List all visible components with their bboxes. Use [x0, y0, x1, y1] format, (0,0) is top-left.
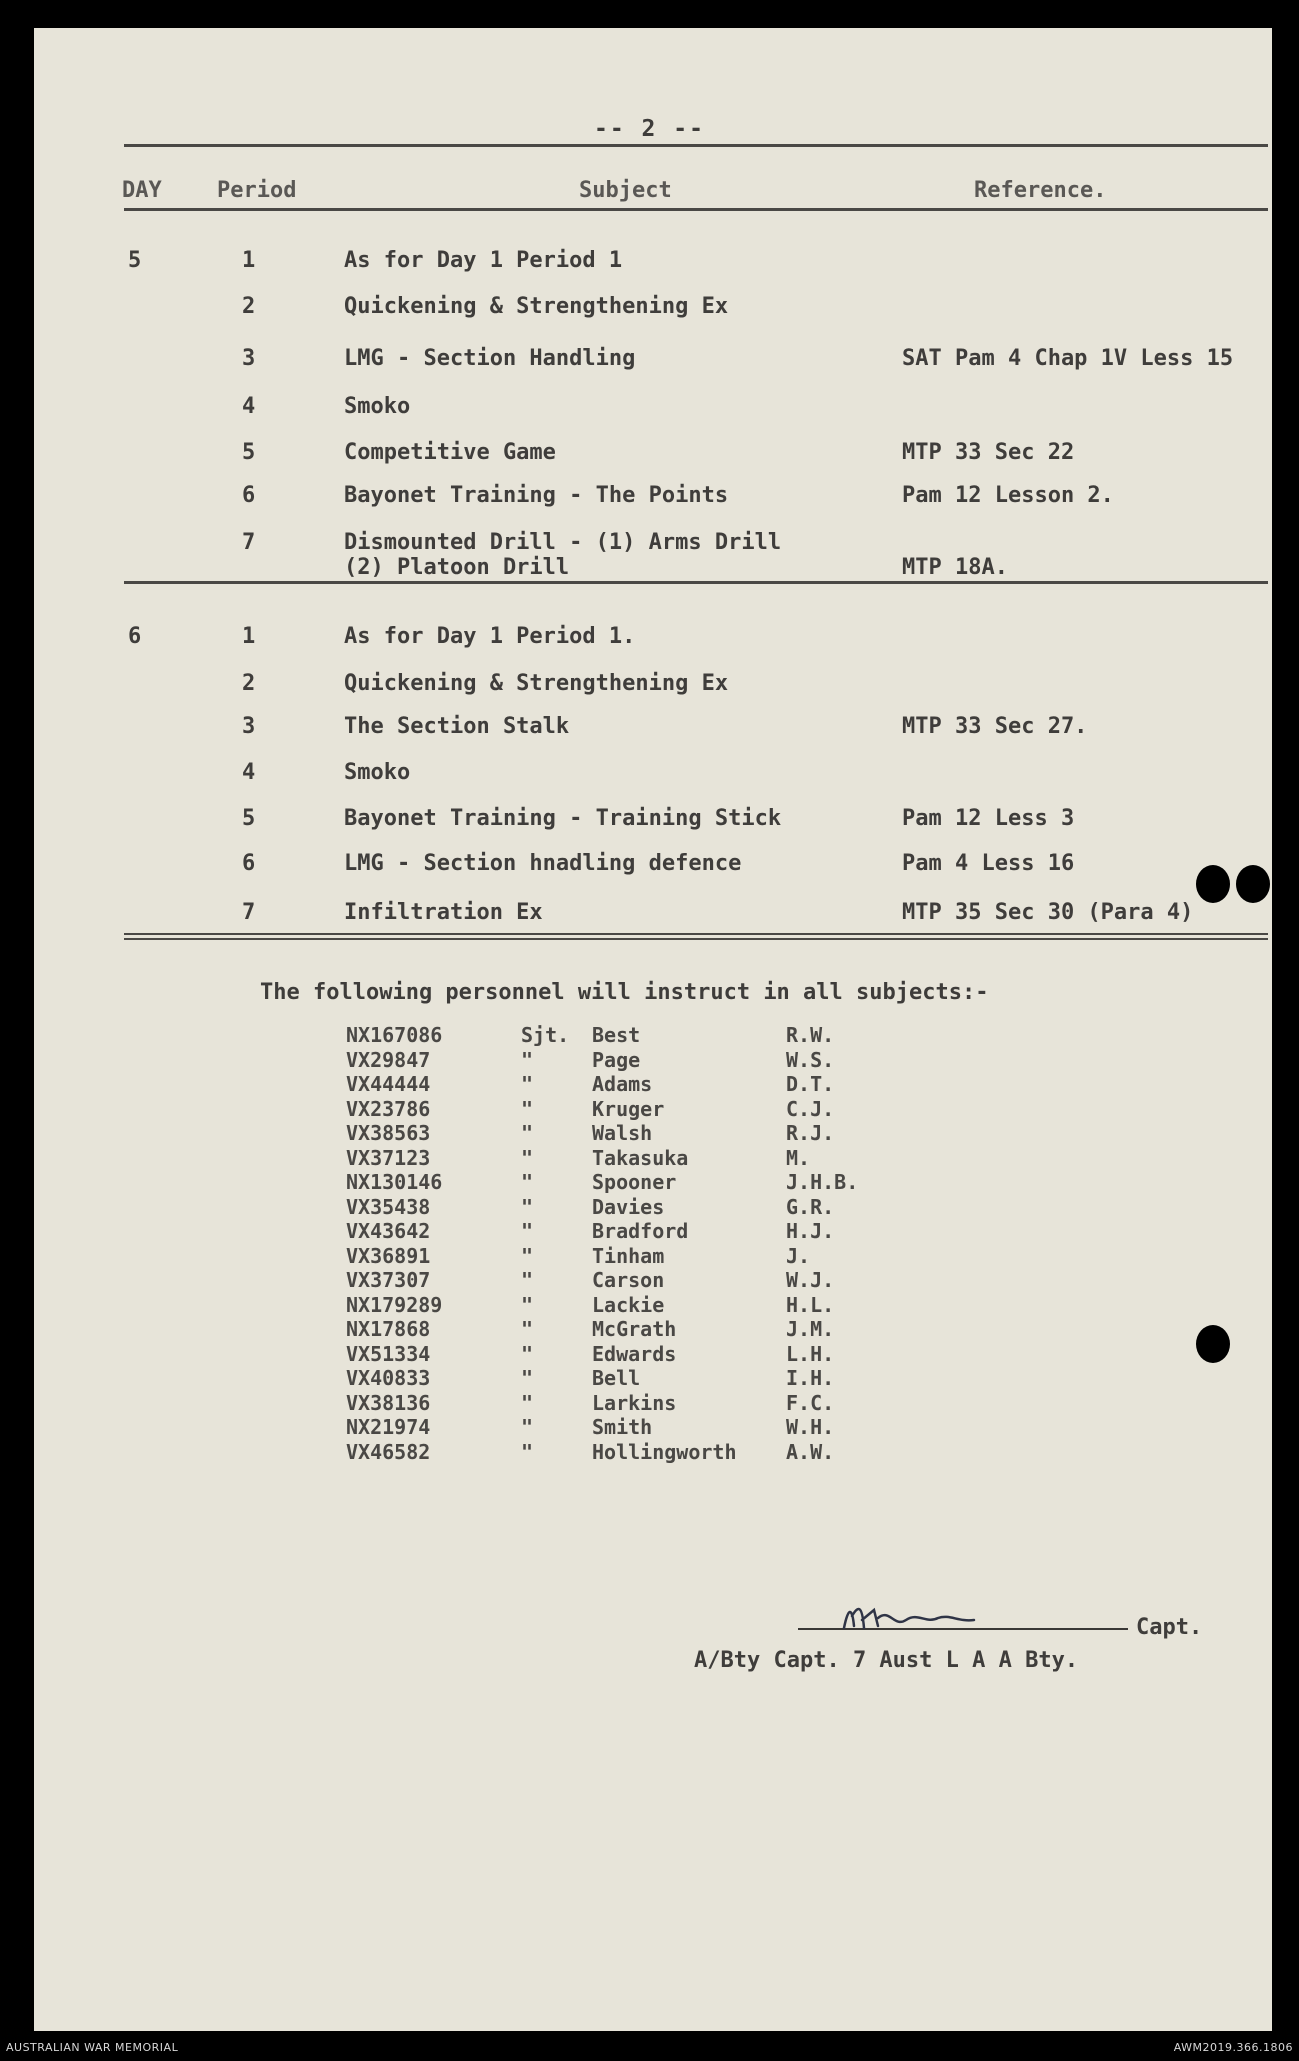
initials: I.H. — [786, 1366, 835, 1390]
rank: " — [521, 1415, 534, 1439]
surname: Lackie — [592, 1292, 665, 1317]
reference-text: MTP 18A. — [902, 555, 1008, 580]
reference-text: Pam 12 Lesson 2. — [902, 483, 1114, 508]
subject-text: Smoko — [344, 760, 411, 785]
subject-text: Bayonet Training - The Points — [344, 483, 729, 508]
surname: Adams — [592, 1072, 653, 1096]
subject-text: Competitive Game — [344, 440, 556, 465]
day-separator-rule — [124, 581, 1268, 584]
signature-position: A/Bty Capt. 7 Aust L A A Bty. — [694, 1648, 1079, 1673]
surname: Davies — [592, 1194, 665, 1219]
initials: G.R. — [786, 1194, 835, 1219]
surname: Walsh — [592, 1121, 653, 1145]
initials: J. — [786, 1243, 811, 1268]
service-number: VX44444 — [346, 1072, 431, 1096]
subject-text: Dismounted Drill - (1) Arms Drill — [344, 530, 782, 555]
service-number: NX17868 — [346, 1317, 431, 1341]
reference-text: MTP 35 Sec 30 (Para 4) — [902, 900, 1194, 925]
surname: Kruger — [592, 1096, 665, 1121]
subject-text: As for Day 1 Period 1 — [344, 248, 623, 273]
surname: Carson — [592, 1268, 665, 1292]
rank: " — [521, 1366, 534, 1390]
document-page — [34, 28, 1272, 2031]
service-number: NX167086 — [346, 1023, 443, 1047]
period-number: 3 — [242, 346, 256, 371]
rank: " — [521, 1219, 534, 1243]
period-number: 6 — [242, 483, 256, 508]
period-number: 2 — [242, 294, 256, 319]
period-number: 2 — [242, 671, 256, 696]
initials: J.H.B. — [786, 1170, 859, 1194]
instructors-intro: The following personnel will instruct in all subjects:- — [260, 980, 989, 1005]
archive-reference: AWM2019.366.1806 — [1173, 2041, 1293, 2054]
initials: R.W. — [786, 1023, 835, 1047]
archive-credit: AUSTRALIAN WAR MEMORIAL — [6, 2041, 179, 2054]
subject-text: LMG - Section hnadling defence — [344, 851, 742, 876]
rank: " — [521, 1439, 534, 1464]
surname: Edwards — [592, 1341, 677, 1366]
period-number: 1 — [242, 624, 256, 649]
punch-hole — [1236, 865, 1270, 903]
subject-text-continued: (2) Platoon Drill — [344, 555, 570, 580]
day-number: 6 — [128, 624, 142, 649]
rank: " — [521, 1390, 534, 1415]
surname: Hollingworth — [592, 1439, 737, 1464]
initials: W.S. — [786, 1047, 835, 1072]
rank: " — [521, 1268, 534, 1292]
initials: R.J. — [786, 1121, 835, 1145]
page-number: -- 2 -- — [594, 116, 705, 142]
service-number: NX179289 — [346, 1292, 443, 1317]
subject-text: As for Day 1 Period 1. — [344, 624, 636, 649]
reference-text: Pam 12 Less 3 — [902, 806, 1075, 831]
schedule-end-rule — [124, 933, 1268, 940]
initials: F.C. — [786, 1390, 835, 1415]
service-number: VX37123 — [346, 1145, 431, 1170]
rank: " — [521, 1121, 534, 1145]
header-period: Period — [217, 178, 297, 203]
service-number: NX21974 — [346, 1415, 431, 1439]
handwritten-signature — [834, 1598, 994, 1638]
reference-text: Pam 4 Less 16 — [902, 851, 1075, 876]
service-number: VX43642 — [346, 1219, 431, 1243]
initials: H.J. — [786, 1219, 835, 1243]
surname: Page — [592, 1047, 641, 1072]
rank: " — [521, 1317, 534, 1341]
punch-hole — [1196, 865, 1230, 903]
rank: " — [521, 1145, 534, 1170]
initials: W.H. — [786, 1415, 835, 1439]
subject-text: LMG - Section Handling — [344, 346, 636, 371]
surname: Takasuka — [592, 1145, 689, 1170]
initials: M. — [786, 1145, 811, 1170]
service-number: VX46582 — [346, 1439, 431, 1464]
initials: W.J. — [786, 1268, 835, 1292]
initials: L.H. — [786, 1341, 835, 1366]
period-number: 4 — [242, 394, 256, 419]
day-number: 5 — [128, 248, 142, 273]
service-number: VX36891 — [346, 1243, 431, 1268]
subject-text: Quickening & Strengthening Ex — [344, 671, 729, 696]
rank: " — [521, 1047, 534, 1072]
service-number: NX130146 — [346, 1170, 443, 1194]
header-bottom-rule — [124, 208, 1268, 211]
subject-text: Infiltration Ex — [344, 900, 543, 925]
period-number: 5 — [242, 806, 256, 831]
initials: H.L. — [786, 1292, 835, 1317]
rank: " — [521, 1096, 534, 1121]
service-number: VX40833 — [346, 1366, 431, 1390]
surname: Bradford — [592, 1219, 689, 1243]
header-day: DAY — [122, 178, 162, 203]
period-number: 7 — [242, 530, 256, 555]
period-number: 1 — [242, 248, 256, 273]
initials: C.J. — [786, 1096, 835, 1121]
subject-text: Smoko — [344, 394, 411, 419]
service-number: VX51334 — [346, 1341, 431, 1366]
rank: " — [521, 1170, 534, 1194]
service-number: VX38563 — [346, 1121, 431, 1145]
subject-text: The Section Stalk — [344, 714, 570, 739]
period-number: 6 — [242, 851, 256, 876]
initials: J.M. — [786, 1317, 835, 1341]
rank: Sjt. — [521, 1023, 570, 1047]
reference-text: MTP 33 Sec 22 — [902, 440, 1075, 465]
period-number: 4 — [242, 760, 256, 785]
initials: D.T. — [786, 1072, 835, 1096]
period-number: 7 — [242, 900, 256, 925]
rank: " — [521, 1341, 534, 1366]
rank: " — [521, 1194, 534, 1219]
header-reference: Reference. — [974, 178, 1107, 203]
reference-text: MTP 33 Sec 27. — [902, 714, 1088, 739]
period-number: 5 — [242, 440, 256, 465]
signature-title: Capt. — [1136, 1615, 1203, 1640]
header-top-rule — [124, 144, 1268, 147]
surname: Larkins — [592, 1390, 677, 1415]
service-number: VX38136 — [346, 1390, 431, 1415]
surname: Bell — [592, 1366, 641, 1390]
rank: " — [521, 1243, 534, 1268]
service-number: VX37307 — [346, 1268, 431, 1292]
surname: Smith — [592, 1415, 653, 1439]
service-number: VX35438 — [346, 1194, 431, 1219]
service-number: VX23786 — [346, 1096, 431, 1121]
rank: " — [521, 1292, 534, 1317]
header-subject: Subject — [579, 178, 672, 203]
initials: A.W. — [786, 1439, 835, 1464]
surname: Best — [592, 1023, 641, 1047]
subject-text: Bayonet Training - Training Stick — [344, 806, 782, 831]
rank: " — [521, 1072, 534, 1096]
surname: McGrath — [592, 1317, 677, 1341]
punch-hole — [1196, 1325, 1230, 1363]
surname: Tinham — [592, 1243, 665, 1268]
service-number: VX29847 — [346, 1047, 431, 1072]
reference-text: SAT Pam 4 Chap 1V Less 15 — [902, 346, 1234, 371]
subject-text: Quickening & Strengthening Ex — [344, 294, 729, 319]
surname: Spooner — [592, 1170, 677, 1194]
period-number: 3 — [242, 714, 256, 739]
